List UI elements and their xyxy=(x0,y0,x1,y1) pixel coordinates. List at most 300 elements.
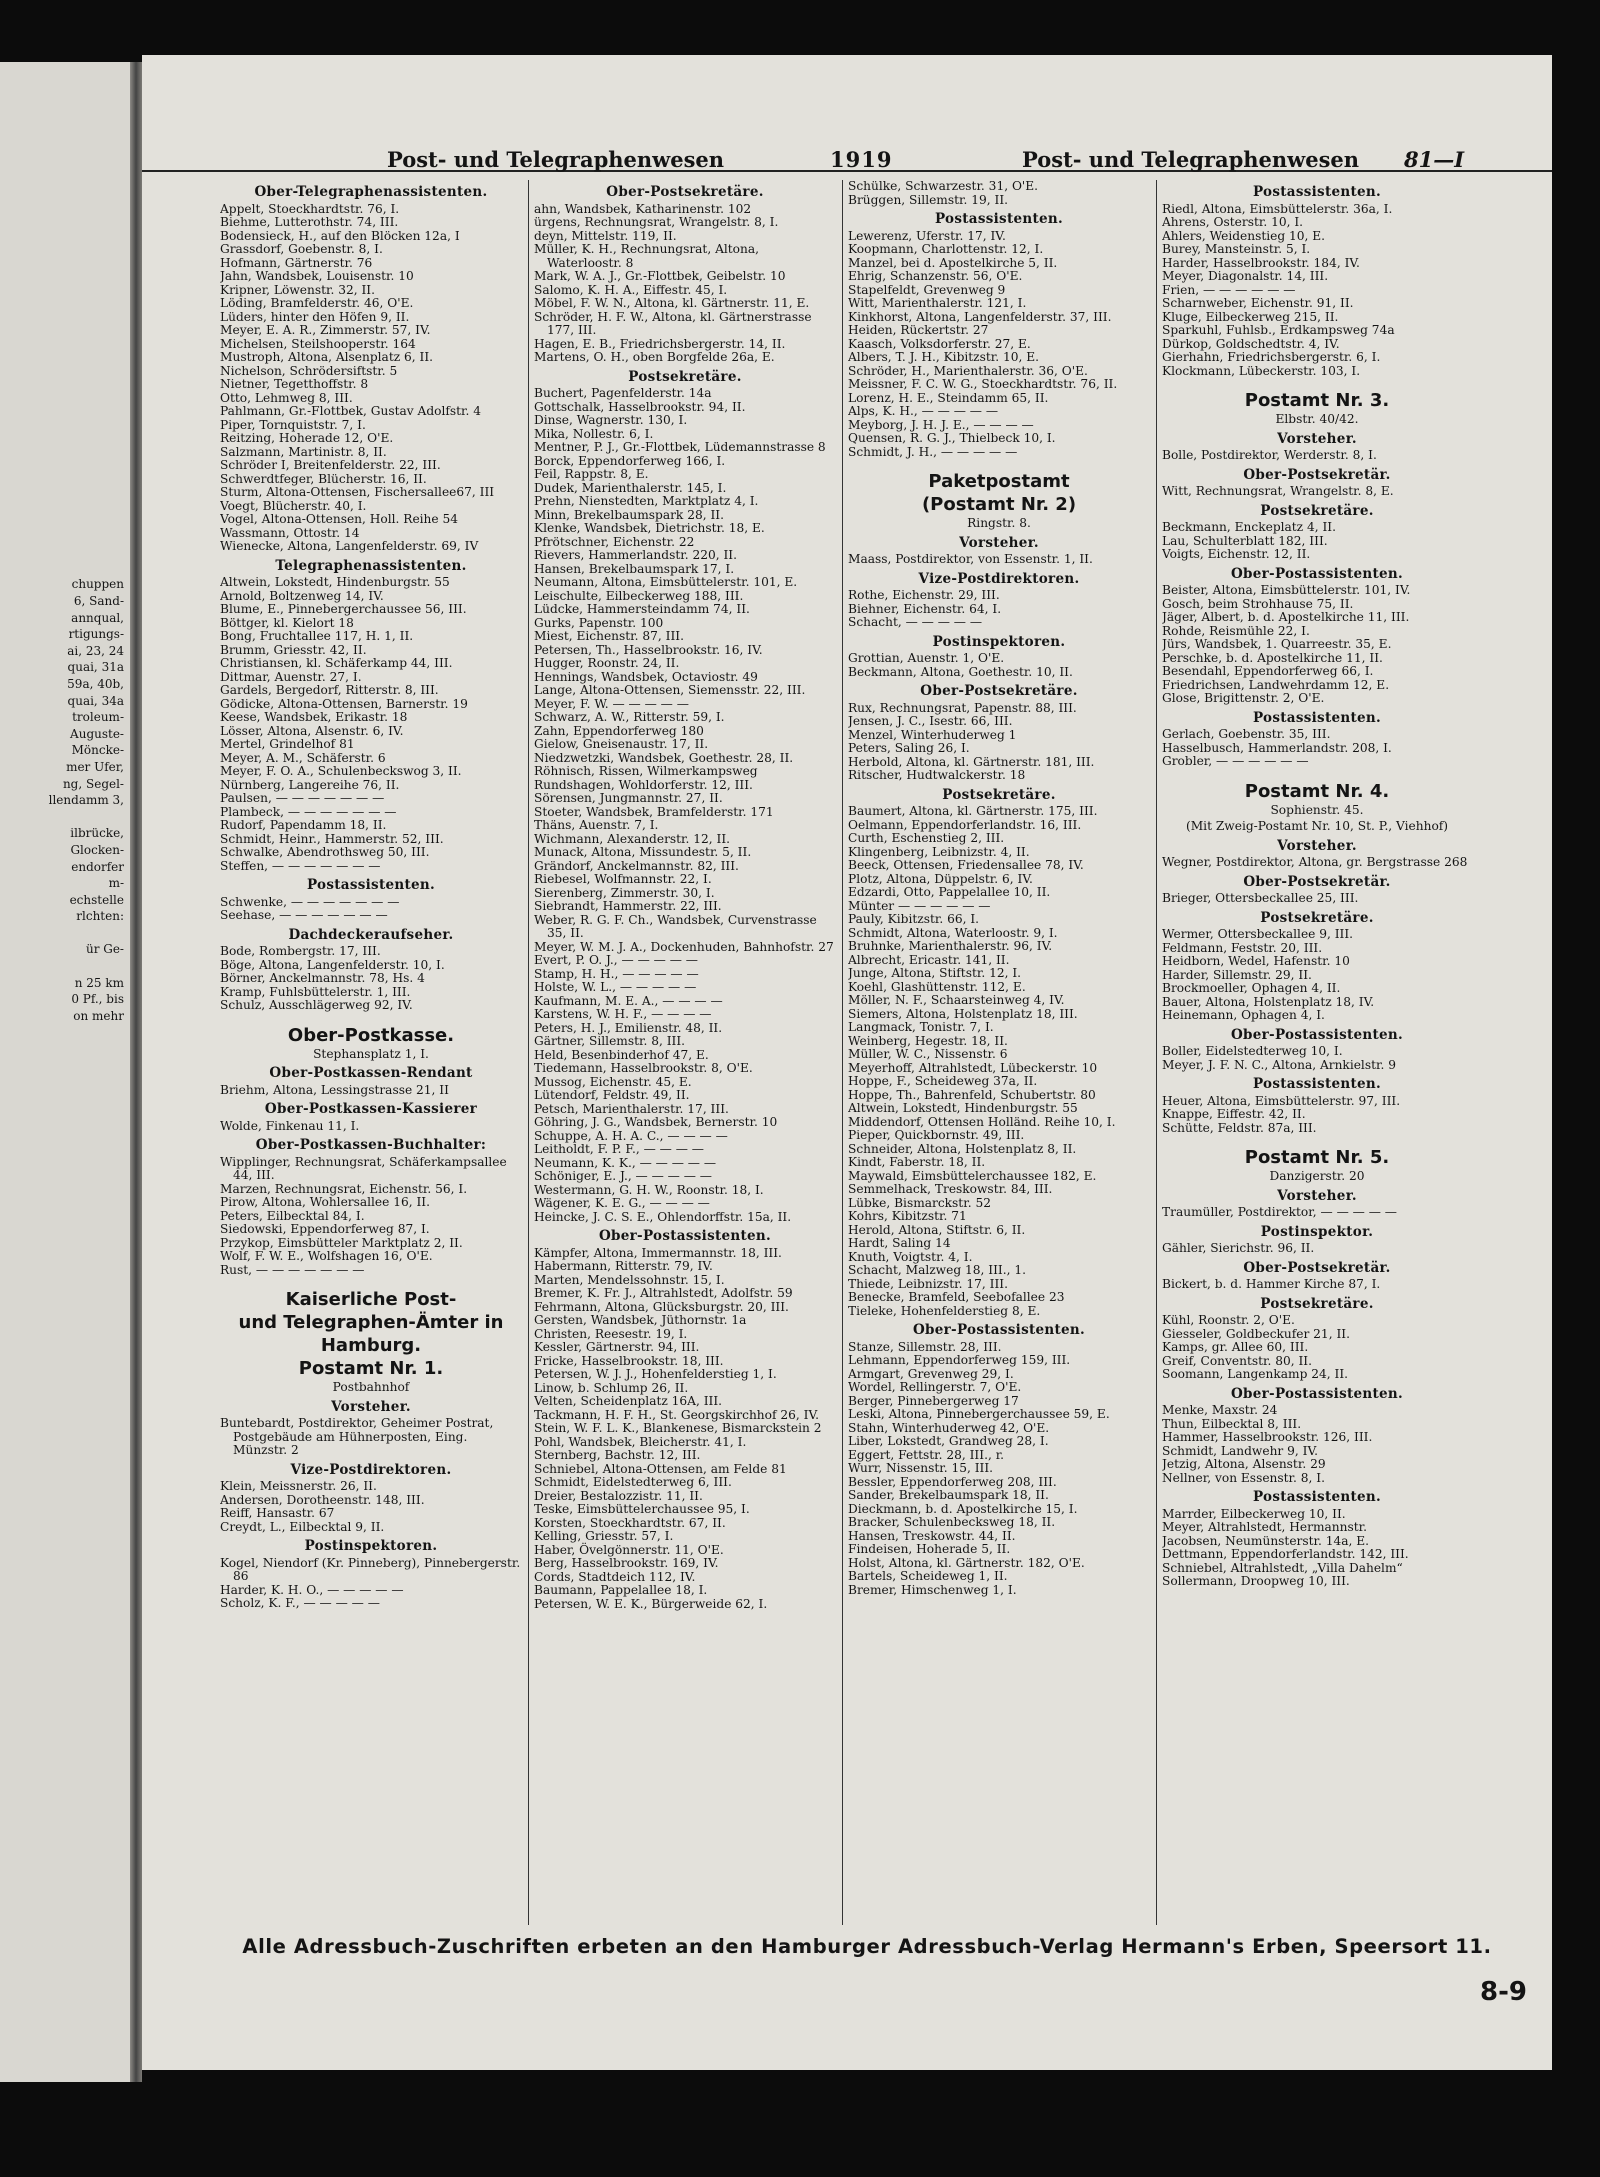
previous-page-fragment: quai, 34a xyxy=(67,693,124,708)
directory-entry: Minn, Brekelbaumspark 28, II. xyxy=(534,507,724,522)
directory-entry: ahn, Wandsbek, Katharinenstr. 102 xyxy=(534,201,752,216)
directory-entry: Rux, Rechnungsrat, Papenstr. 88, III. xyxy=(848,700,1077,715)
directory-entry: Hoppe, Th., Bahrenfeld, Schubertstr. 80 xyxy=(848,1087,1096,1102)
previous-page-fragment: rlchten: xyxy=(76,909,124,924)
directory-entry: Biehner, Eichenstr. 64, I. xyxy=(848,601,1002,616)
directory-entry: Greif, Conventstr. 80, II. xyxy=(1162,1353,1312,1368)
previous-page-fragment xyxy=(0,1738,130,1755)
directory-entry: Vogel, Altona-Ottensen, Holl. Reihe 54 xyxy=(220,512,459,526)
directory-entry: Göhring, J. G., Wandsbek, Bernerstr. 10 xyxy=(534,1115,778,1129)
directory-entry: Biehme, Lutterothstr. 74, III. xyxy=(220,215,399,229)
directory-entry: Schütte, Feldstr. 87a, III. xyxy=(1162,1120,1317,1135)
directory-entry: Alps, K. H., — — — — — xyxy=(848,404,999,418)
directory-entry: Mentner, P. J., Gr.-Flottbek, Lüdemannstrasse 8 xyxy=(534,440,826,454)
previous-page-fragment xyxy=(0,311,130,328)
directory-entry: Dürkop, Goldschedtstr. 4, IV. xyxy=(1162,336,1340,351)
directory-entry: Lau, Schulterblatt 182, III. xyxy=(1162,533,1328,548)
directory-entry: Dittmar, Auenstr. 27, I. xyxy=(220,669,362,684)
directory-entry: Petersen, W. E. K., Bürgerweide 62, I. xyxy=(534,1596,768,1611)
previous-page-fragment: 59a, 40b, xyxy=(67,676,124,691)
previous-page-fragment: rtigungs- xyxy=(68,627,124,642)
column-rule xyxy=(528,180,529,1925)
directory-entry: Meyer, F. W. — — — — — xyxy=(534,696,689,711)
directory-entry: Klenke, Wandsbek, Dietrichstr. 18, E. xyxy=(534,521,765,535)
directory-entry: Altwein, Lokstedt, Hindenburgstr. 55 xyxy=(220,575,450,589)
directory-entry: Neumann, Altona, Eimsbüttelerstr. 101, E. xyxy=(534,575,798,589)
directory-entry: Perschke, b. d. Apostelkirche 11, II. xyxy=(1162,650,1383,665)
previous-page-fragment xyxy=(0,1141,130,1158)
directory-entry: Otto, Lehmweg 8, III. xyxy=(220,390,353,405)
directory-entry: Held, Besenbinderhof 47, E. xyxy=(534,1047,709,1062)
directory-entry: Gardels, Bergedorf, Ritterstr. 8, III. xyxy=(220,683,439,697)
directory-entry: Soomann, Langenkamp 24, II. xyxy=(1162,1367,1349,1381)
previous-page-fragment xyxy=(0,560,130,577)
directory-entry: Hasselbusch, Hammerlandstr. 208, I. xyxy=(1162,740,1392,755)
previous-page-fragment: on mehr xyxy=(73,1008,124,1023)
directory-entry: Bauer, Altona, Holstenplatz 18, IV. xyxy=(1162,994,1375,1009)
directory-entry: Martens, O. H., oben Borgfelde 26a, E. xyxy=(534,350,775,364)
column-rule xyxy=(842,180,843,1925)
directory-entry: Klein, Meissnerstr. 26, II. xyxy=(220,1479,377,1493)
directory-entry: Gierhahn, Friedrichsbergerstr. 6, I. xyxy=(1162,350,1381,364)
office-heading: Postamt Nr. 5. xyxy=(1244,1147,1390,1168)
previous-page-fragment xyxy=(0,1622,130,1639)
previous-page-fragment xyxy=(0,1705,130,1722)
directory-entry: Fricke, Hasselbrookstr. 18, III. xyxy=(534,1353,724,1368)
directory-entry: Schröder, H., Marienthalerstr. 36, O'E. xyxy=(848,363,1088,378)
directory-entry: Schmidt, Heinr., Hammerstr. 52, III. xyxy=(220,831,444,846)
previous-page-fragment xyxy=(0,527,130,544)
directory-column-4 xyxy=(1162,180,1472,1925)
directory-entry: Linow, b. Schlump 26, II. xyxy=(534,1380,689,1395)
directory-entry: Kogel, Niendorf (Kr. Pinneberg), Pinnebergerstr. 86 xyxy=(220,1555,521,1583)
directory-entry: Beckmann, Enckeplatz 4, II. xyxy=(1162,520,1336,534)
directory-entry: Leitholdt, F. P. F., — — — — xyxy=(534,1142,704,1156)
directory-entry: Lüdcke, Hammersteindamm 74, II. xyxy=(534,602,750,616)
section-heading: Vorsteher. xyxy=(1277,837,1357,854)
directory-entry: Jahn, Wandsbek, Louisenstr. 10 xyxy=(220,269,414,283)
directory-entry: Feldmann, Feststr. 20, III. xyxy=(1162,940,1323,955)
previous-page-fragment xyxy=(0,1555,130,1572)
office-address: Sophienstr. 45. xyxy=(1270,802,1364,817)
section-heading: Postinspektoren. xyxy=(932,633,1066,650)
section-heading: Ober-Telegraphenassistenten. xyxy=(254,184,488,200)
previous-page-fragment: llendamm 3, xyxy=(48,793,124,808)
directory-entry: Schwenke, — — — — — — — xyxy=(220,894,400,909)
directory-entry: Dinse, Wagnerstr. 130, I. xyxy=(534,413,688,427)
previous-page-fragment xyxy=(0,1340,130,1357)
directory-entry: Herbold, Altona, kl. Gärtnerstr. 181, III. xyxy=(848,754,1095,769)
directory-entry: Mika, Nollestr. 6, I. xyxy=(534,426,654,441)
directory-entry: Lübke, Bismarckstr. 52 xyxy=(848,1195,991,1210)
directory-entry: Kelling, Griesstr. 57, I. xyxy=(534,1529,674,1543)
directory-entry: Grassdorf, Goebenstr. 8, I. xyxy=(220,242,383,256)
directory-entry: Sternberg, Bachstr. 12, III. xyxy=(534,1448,701,1462)
directory-entry: Arnold, Boltzenweg 14, IV. xyxy=(220,588,384,603)
directory-entry: Böttger, kl. Kielort 18 xyxy=(220,615,354,630)
directory-entry: Lütendorf, Feldstr. 49, II. xyxy=(534,1088,690,1102)
directory-entry: Leski, Altona, Pinnebergerchaussee 59, E. xyxy=(848,1407,1110,1421)
header-year: 1919 xyxy=(830,147,893,172)
directory-entry: Schuppe, A. H. A. C., — — — — xyxy=(534,1128,728,1143)
directory-entry: Kohrs, Kibitzstr. 71 xyxy=(848,1209,967,1223)
directory-entry: Miest, Eichenstr. 87, III. xyxy=(534,629,684,643)
previous-page-fragment xyxy=(0,145,130,162)
sheet-number: 8-9 xyxy=(1480,1977,1527,2007)
directory-entry: Meyer, Altrahlstedt, Hermannstr. xyxy=(1162,1520,1367,1534)
previous-page-fragment xyxy=(0,1107,130,1124)
directory-entry: Schmidt, Eidelstedterweg 6, III. xyxy=(534,1475,732,1489)
section-heading: Ober-Postassistenten. xyxy=(1230,565,1404,582)
previous-page-fragment xyxy=(0,62,130,79)
header-right-title: Post- und Telegraphenwesen xyxy=(1022,147,1360,172)
running-header xyxy=(142,55,1552,172)
section-heading: Postassistenten. xyxy=(1252,1489,1382,1505)
directory-entry: Meyborg, J. H. J. E., — — — — xyxy=(848,417,1034,432)
previous-page-fragment xyxy=(0,410,130,427)
previous-page-fragment xyxy=(0,261,130,278)
directory-entry: Traumüller, Postdirektor, — — — — — xyxy=(1162,1205,1397,1219)
directory-entry: Sierenberg, Zimmerstr. 30, I. xyxy=(534,885,715,900)
directory-entry: Semmelhack, Treskowstr. 84, III. xyxy=(848,1182,1053,1196)
directory-entry: Bolle, Postdirektor, Werderstr. 8, I. xyxy=(1162,448,1377,462)
directory-entry: Weinberg, Hegestr. 18, II. xyxy=(848,1033,1008,1048)
directory-entry: Schacht, Malzweg 18, III., 1. xyxy=(848,1263,1026,1277)
directory-entry: Petersen, Th., Hasselbrookstr. 16, IV. xyxy=(534,642,763,657)
previous-page-fragment xyxy=(0,1024,130,1041)
header-left-title: Post- und Telegraphenwesen xyxy=(387,147,725,172)
previous-page-fragment xyxy=(0,1257,130,1274)
directory-entry: Rudorf, Papendamm 18, II. xyxy=(220,818,387,832)
previous-page-fragment xyxy=(0,809,130,826)
directory-entry: Müller, W. C., Nissenstr. 6 xyxy=(848,1047,1008,1061)
directory-entry: Schmidt, J. H., — — — — — xyxy=(848,444,1018,459)
directory-entry: Kamps, gr. Allee 60, III. xyxy=(1162,1340,1309,1354)
directory-entry: Hennings, Wandsbek, Octaviostr. 49 xyxy=(534,669,758,684)
directory-entry: Kluge, Eilbeckerweg 215, II. xyxy=(1162,309,1339,324)
directory-entry: Velten, Scheidenplatz 16A, III. xyxy=(534,1394,723,1408)
previous-page-fragment xyxy=(0,1655,130,1672)
section-heading: Vize-Postdirektoren. xyxy=(290,1461,452,1478)
directory-entry: Hansen, Treskowstr. 44, II. xyxy=(848,1528,1016,1543)
directory-entry: Nellner, von Essenstr. 8, I. xyxy=(1162,1470,1325,1485)
directory-entry: Maass, Postdirektor, von Essenstr. 1, II. xyxy=(848,552,1093,566)
previous-page-fragment xyxy=(0,228,130,245)
directory-entry: Oelmann, Eppendorferlandstr. 16, III. xyxy=(848,817,1082,832)
previous-page-fragment xyxy=(0,925,130,942)
previous-page-fragment xyxy=(0,1489,130,1506)
directory-entry: Wassmann, Ottostr. 14 xyxy=(220,525,360,540)
directory-entry: Lewerenz, Uferstr. 17, IV. xyxy=(848,228,1006,243)
directory-entry: Buchert, Pagenfelderstr. 14a xyxy=(534,386,712,400)
previous-page-fragment xyxy=(0,1390,130,1407)
directory-entry: Liber, Lokstedt, Grandweg 28, I. xyxy=(848,1434,1049,1448)
directory-entry: Bickert, b. d. Hammer Kirche 87, I. xyxy=(1162,1277,1381,1291)
directory-entry: Schmidt, Altona, Waterloostr. 9, I. xyxy=(848,925,1058,940)
directory-entry: Peters, Saling 26, I. xyxy=(848,741,970,755)
directory-entry: Kühl, Roonstr. 2, O'E. xyxy=(1162,1313,1295,1327)
directory-entry: Ahlers, Weidenstieg 10, E. xyxy=(1162,228,1326,243)
directory-entry: Ritscher, Hudtwalckerstr. 18 xyxy=(848,768,1026,782)
directory-entry: Wegner, Postdirektor, Altona, gr. Bergstrasse 268 xyxy=(1162,855,1468,869)
directory-entry: Schniebel, Altrahlstedt, „Villa Dahelm“ xyxy=(1162,1560,1403,1575)
directory-entry: Kessler, Gärtnerstr. 94, III. xyxy=(534,1340,700,1354)
directory-entry: Junge, Altona, Stiftstr. 12, I. xyxy=(848,966,1022,980)
directory-entry: Wurr, Nissenstr. 15, III. xyxy=(848,1461,994,1475)
directory-entry: Fehrmann, Altona, Glücksburgstr. 20, III. xyxy=(534,1299,789,1314)
directory-entry: Menke, Maxstr. 24 xyxy=(1162,1403,1278,1417)
section-heading: Dachdeckeraufseher. xyxy=(288,926,454,943)
directory-entry: Jetzig, Altona, Alsenstr. 29 xyxy=(1162,1457,1326,1471)
previous-page-fragment xyxy=(0,1041,130,1058)
directory-entry: Langmack, Tonistr. 7, I. xyxy=(848,1020,994,1034)
directory-entry: Friedrichsen, Landwehrdamm 12, E. xyxy=(1162,677,1390,692)
directory-entry: Thiede, Leibnizstr. 17, III. xyxy=(848,1276,1008,1291)
previous-page-fragment xyxy=(0,1124,130,1141)
previous-page-fragment xyxy=(0,543,130,560)
directory-entry: Heuer, Altona, Eimsbüttelerstr. 97, III. xyxy=(1162,1093,1401,1108)
section-heading: Ober-Postkassen-Buchhalter: xyxy=(255,1137,487,1153)
directory-entry: Ehrig, Schanzenstr. 56, O'E. xyxy=(848,269,1023,283)
directory-entry: Marrder, Eilbeckerweg 10, II. xyxy=(1162,1506,1346,1521)
directory-entry: Meyer, A. M., Schäferstr. 6 xyxy=(220,750,386,765)
previous-page-fragment xyxy=(0,1157,130,1174)
office-heading: und Telegraphen-Ämter in xyxy=(238,1312,504,1333)
directory-entry: Blume, E., Pinnebergerchaussee 56, III. xyxy=(220,602,467,616)
directory-entry: Hugger, Roonstr. 24, II. xyxy=(534,656,680,670)
previous-page-fragment xyxy=(0,1373,130,1390)
directory-entry: Mark, W. A. J., Gr.-Flottbek, Geibelstr. 10 xyxy=(534,269,786,283)
directory-entry: Hammer, Hasselbrookstr. 126, III. xyxy=(1162,1430,1373,1444)
directory-entry: Gerlach, Goebenstr. 35, III. xyxy=(1162,727,1331,741)
previous-page-fragment xyxy=(0,1638,130,1655)
directory-entry: Lösser, Altona, Alsenstr. 6, IV. xyxy=(220,723,404,738)
previous-page-fragment: ai, 23, 24 xyxy=(67,643,124,658)
directory-entry: Peters, H. J., Emilienstr. 48, II. xyxy=(534,1020,723,1035)
directory-entry: Voegt, Blücherstr. 40, I. xyxy=(220,498,367,513)
directory-entry: Boller, Eidelstedterweg 10, I. xyxy=(1162,1044,1343,1058)
directory-entry: Schneider, Altona, Holstenplatz 8, II. xyxy=(848,1141,1077,1156)
directory-entry: Siedowski, Eppendorferweg 87, I. xyxy=(220,1222,430,1236)
section-heading: Ober-Postsekretär. xyxy=(1243,466,1391,483)
directory-entry: Münter — — — — — — xyxy=(848,898,991,913)
directory-entry: Schwalke, Abendrothsweg 50, III. xyxy=(220,845,430,859)
header-page-number: 81—I xyxy=(1404,147,1465,172)
directory-entry: Kinkhorst, Altona, Langenfelderstr. 37, III. xyxy=(848,309,1112,324)
directory-entry: Przykop, Eimsbütteler Marktplatz 2, II. xyxy=(220,1235,463,1250)
directory-entry: Rohde, Reismühle 22, I. xyxy=(1162,623,1310,638)
directory-entry: Meyer, Diagonalstr. 14, III. xyxy=(1162,269,1329,283)
directory-entry: Lehmann, Eppendorferweg 159, III. xyxy=(848,1353,1071,1367)
previous-page-fragment xyxy=(0,211,130,228)
previous-page-fragment: Mönckе- xyxy=(71,743,124,758)
previous-page-fragment xyxy=(0,1091,130,1108)
directory-entry: Pauly, Kibitzstr. 66, I. xyxy=(848,912,980,926)
previous-page-fragment xyxy=(0,1074,130,1091)
previous-page-fragment: ür Ge- xyxy=(85,942,124,957)
directory-column-2 xyxy=(534,180,836,1925)
directory-entry: Jürs, Wandsbek, 1. Quarreestr. 35, E. xyxy=(1162,637,1392,651)
directory-entry: Gosch, beim Strohhause 75, II. xyxy=(1162,596,1354,611)
directory-entry: Brockmoeller, Ophagen 4, II. xyxy=(1162,981,1341,995)
directory-entry: Löding, Bramfelderstr. 46, O'E. xyxy=(220,296,414,310)
directory-entry: Harder, Sillemstr. 29, II. xyxy=(1162,967,1312,982)
office-heading: Postamt Nr. 3. xyxy=(1244,390,1390,411)
directory-entry: Keese, Wandsbek, Erikastr. 18 xyxy=(220,710,408,724)
directory-entry: Gersten, Wandsbek, Jüthornstr. 1a xyxy=(534,1313,747,1327)
previous-page-fragment xyxy=(0,1307,130,1324)
previous-page-fragment xyxy=(0,1190,130,1207)
directory-entry: Schöniger, E. J., — — — — — xyxy=(534,1169,712,1183)
directory-entry: Salomo, K. H. A., Eiffestr. 45, I. xyxy=(534,282,728,297)
directory-entry: Mussog, Eichenstr. 45, E. xyxy=(534,1074,692,1089)
office-heading: Paketpostamt xyxy=(928,471,1070,492)
previous-page-fragment xyxy=(0,1273,130,1290)
directory-entry: Knappe, Eiffestr. 42, II. xyxy=(1162,1107,1306,1121)
directory-entry: Bracker, Schulenbecksweg 18, II. xyxy=(848,1515,1056,1529)
previous-page-fragment xyxy=(0,510,130,527)
directory-entry: Albers, T. J. H., Kibitzstr. 10, E. xyxy=(848,350,1039,364)
directory-entry: Schröder I, Breitenfelderstr. 22, III. xyxy=(220,458,441,472)
section-heading: Ober-Postassistenten. xyxy=(912,1322,1086,1338)
directory-entry: Bartels, Scheideweg 1, II. xyxy=(848,1569,1008,1583)
previous-page-fragment xyxy=(0,1356,130,1373)
directory-entry: Meyer, W. M. J. A., Dockenhuden, Bahnhofstr. 27 xyxy=(534,939,834,954)
directory-entry: Edzardi, Otto, Pappelallee 10, II. xyxy=(848,885,1051,899)
directory-entry: Jensen, J. C., Isestr. 66, III. xyxy=(848,714,1013,728)
section-heading: Vorsteher. xyxy=(1277,430,1357,447)
directory-entry: Plotz, Altona, Düppelstr. 6, IV. xyxy=(848,871,1033,886)
directory-entry: Wichmann, Alexanderstr. 12, II. xyxy=(534,831,731,846)
directory-entry: Christiansen, kl. Schäferkamp 44, III. xyxy=(220,656,453,670)
section-heading: Ober-Postsekretär. xyxy=(1243,1259,1391,1276)
directory-entry: Munack, Altona, Missundestr. 5, II. xyxy=(534,845,752,859)
office-address: Danzigerstr. 20 xyxy=(1269,1169,1365,1183)
directory-entry: Meyer, F. O. A., Schulenbeckswog 3, II. xyxy=(220,764,462,778)
section-heading: Ober-Postsekretäre. xyxy=(920,683,1078,699)
directory-entry: Paulsen, — — — — — — — xyxy=(220,791,385,805)
directory-entry: Bruhnke, Marienthalerstr. 96, IV. xyxy=(848,939,1053,953)
directory-entry: Steffen, — — — — — — — xyxy=(220,858,381,873)
previous-page-fragment xyxy=(0,1721,130,1738)
directory-entry: Creydt, L., Eilbecktal 9, II. xyxy=(220,1519,385,1534)
directory-entry: Beckmann, Altona, Goethestr. 10, II. xyxy=(848,664,1073,679)
directory-entry: Baumert, Altona, kl. Gärtnerstr. 175, III. xyxy=(848,804,1098,818)
directory-entry: Röhnisch, Rissen, Wilmerkampsweg xyxy=(534,764,758,778)
directory-entry: Pfrötschner, Eichenstr. 22 xyxy=(534,534,695,549)
directory-entry: Piper, Tornquiststr. 7, I. xyxy=(220,417,366,432)
directory-entry: Kindt, Faberstr. 18, II. xyxy=(848,1155,986,1169)
directory-entry: Feil, Rappstr. 8, E. xyxy=(534,467,649,481)
directory-entry: Witt, Rechnungsrat, Wrangelstr. 8, E. xyxy=(1162,484,1394,498)
directory-entry: Kaasch, Volksdorferstr. 27, E. xyxy=(848,336,1031,351)
directory-entry: Rievers, Hammerlandstr. 220, II. xyxy=(534,548,737,562)
directory-entry: Andersen, Dorotheenstr. 148, III. xyxy=(220,1492,425,1507)
directory-entry: Borck, Eppendorferweg 166, I. xyxy=(534,453,726,468)
directory-entry: Sparkuhl, Fuhlsb., Erdkampsweg 74a xyxy=(1162,323,1395,337)
previous-page-fragment: chuppen xyxy=(71,577,124,592)
section-heading: Postinspektoren. xyxy=(304,1538,438,1554)
section-heading: Vorsteher. xyxy=(1277,1187,1357,1204)
directory-entry: Harder, Hasselbrookstr. 184, IV. xyxy=(1162,255,1360,270)
directory-column-1 xyxy=(220,180,522,1925)
directory-entry: Rundshagen, Wohldorferstr. 12, III. xyxy=(534,777,753,792)
previous-page-fragment xyxy=(0,1406,130,1423)
section-heading: Postassistenten. xyxy=(1252,709,1382,726)
directory-entry: Möbel, F. W. N., Altona, kl. Gärtnerstr. 11, E. xyxy=(534,296,810,310)
previous-page-fragment xyxy=(0,1572,130,1589)
previous-page-fragment xyxy=(0,294,130,311)
directory-entry: Peters, Eilbecktal 84, I. xyxy=(220,1208,365,1223)
previous-page-fragment xyxy=(0,328,130,345)
previous-page-fragment: 6, Sand- xyxy=(73,594,124,608)
section-heading: Vorsteher. xyxy=(959,534,1039,551)
office-address: (Mit Zweig-Postamt Nr. 10, St. P., Viehhof) xyxy=(1185,819,1449,833)
directory-entry: Harder, K. H. O., — — — — — xyxy=(220,1582,404,1597)
directory-entry: Dreier, Bestalozzistr. 11, II. xyxy=(534,1488,703,1503)
directory-entry: Glose, Brigittenstr. 2, O'E. xyxy=(1162,691,1325,705)
section-heading: Postinspektor. xyxy=(1260,1223,1374,1240)
previous-page-fragment xyxy=(0,278,130,295)
directory-entry: Thäns, Auenstr. 7, I. xyxy=(534,818,659,832)
directory-entry: Sollermann, Droopweg 10, III. xyxy=(1162,1574,1350,1588)
directory-entry: Meyerhoff, Altrahlstedt, Lübeckerstr. 10 xyxy=(848,1060,1098,1075)
section-heading: Postassistenten. xyxy=(1252,184,1382,200)
directory-entry: Siemers, Altona, Holstenplatz 18, III. xyxy=(848,1006,1078,1021)
directory-entry: Berg, Hasselbrookstr. 169, IV. xyxy=(534,1556,719,1570)
directory-entry: Koopmann, Charlottenstr. 12, I. xyxy=(848,242,1044,256)
directory-entry: Neumann, K. K., — — — — — xyxy=(534,1155,717,1170)
directory-entry: Seehase, — — — — — — — xyxy=(220,908,388,922)
section-heading: Ober-Postsekretäre. xyxy=(606,184,764,200)
previous-page-fragment xyxy=(0,361,130,378)
directory-entry: Plambeck, — — — — — — — xyxy=(220,804,397,819)
directory-entry: Hofmann, Gärtnerstr. 76 xyxy=(220,255,373,270)
directory-entry: Gielow, Gneisenaustr. 17, II. xyxy=(534,737,709,751)
directory-entry: Schniebel, Altona-Ottensen, am Felde 81 xyxy=(534,1461,787,1476)
previous-page-fragment: echstelle xyxy=(69,892,124,907)
book-gutter xyxy=(130,62,142,2082)
directory-entry: Manzel, bei d. Apostelkirche 5, II. xyxy=(848,255,1058,270)
directory-entry: Bodensieck, H., auf den Blöcken 12a, I xyxy=(220,228,460,243)
directory-entry: Koehl, Glashüttenstr. 112, E. xyxy=(848,979,1026,994)
previous-page-fragment xyxy=(0,394,130,411)
section-heading: Vorsteher. xyxy=(331,1398,411,1415)
column-rule xyxy=(1156,180,1157,1925)
directory-entry: Wägener, K. E. G., — — — — xyxy=(534,1196,710,1210)
directory-entry: Hoppe, F., Scheideweg 37a, II. xyxy=(848,1074,1038,1088)
previous-page-fragment xyxy=(0,1174,130,1191)
directory-entry: Benecke, Bramfeld, Seebofallee 23 xyxy=(848,1290,1065,1304)
directory-entry: Hansen, Brekelbaumspark 17, I. xyxy=(534,561,735,576)
directory-entry: Rothe, Eichenstr. 29, III. xyxy=(848,588,1000,602)
directory-entry: Riedl, Altona, Eimsbüttelerstr. 36a, I. xyxy=(1162,201,1393,216)
directory-entry: Frien, — — — — — — xyxy=(1162,282,1296,297)
directory-entry: Lorenz, H. E., Steindamm 65, II. xyxy=(848,390,1049,405)
directory-entry: Schmidt, Landwehr 9, IV. xyxy=(1162,1443,1318,1458)
directory-entry: Schwerdtfeger, Blücherstr. 16, II. xyxy=(220,471,427,486)
directory-entry: Börner, Anckelmannstr. 78, Hs. 4 xyxy=(220,971,425,985)
directory-entry: Schröder, H. F. W., Altona, kl. Gärtnerstrasse 177, III. xyxy=(534,309,812,337)
directory-entry: Hardt, Saling 14 xyxy=(848,1236,951,1250)
section-heading: Postsekretäre. xyxy=(1260,909,1374,926)
directory-entry: Gärtner, Sillemstr. 8, III. xyxy=(534,1034,686,1048)
previous-page-fragment xyxy=(0,344,130,361)
directory-page xyxy=(142,55,1552,2070)
previous-page-fragment: Glocken- xyxy=(70,842,124,857)
directory-entry: Leischulte, Eilbeckerweg 188, III. xyxy=(534,588,744,603)
directory-entry: Weber, R. G. F. Ch., Wandsbek, Curvenstrasse 35, II. xyxy=(534,912,817,940)
